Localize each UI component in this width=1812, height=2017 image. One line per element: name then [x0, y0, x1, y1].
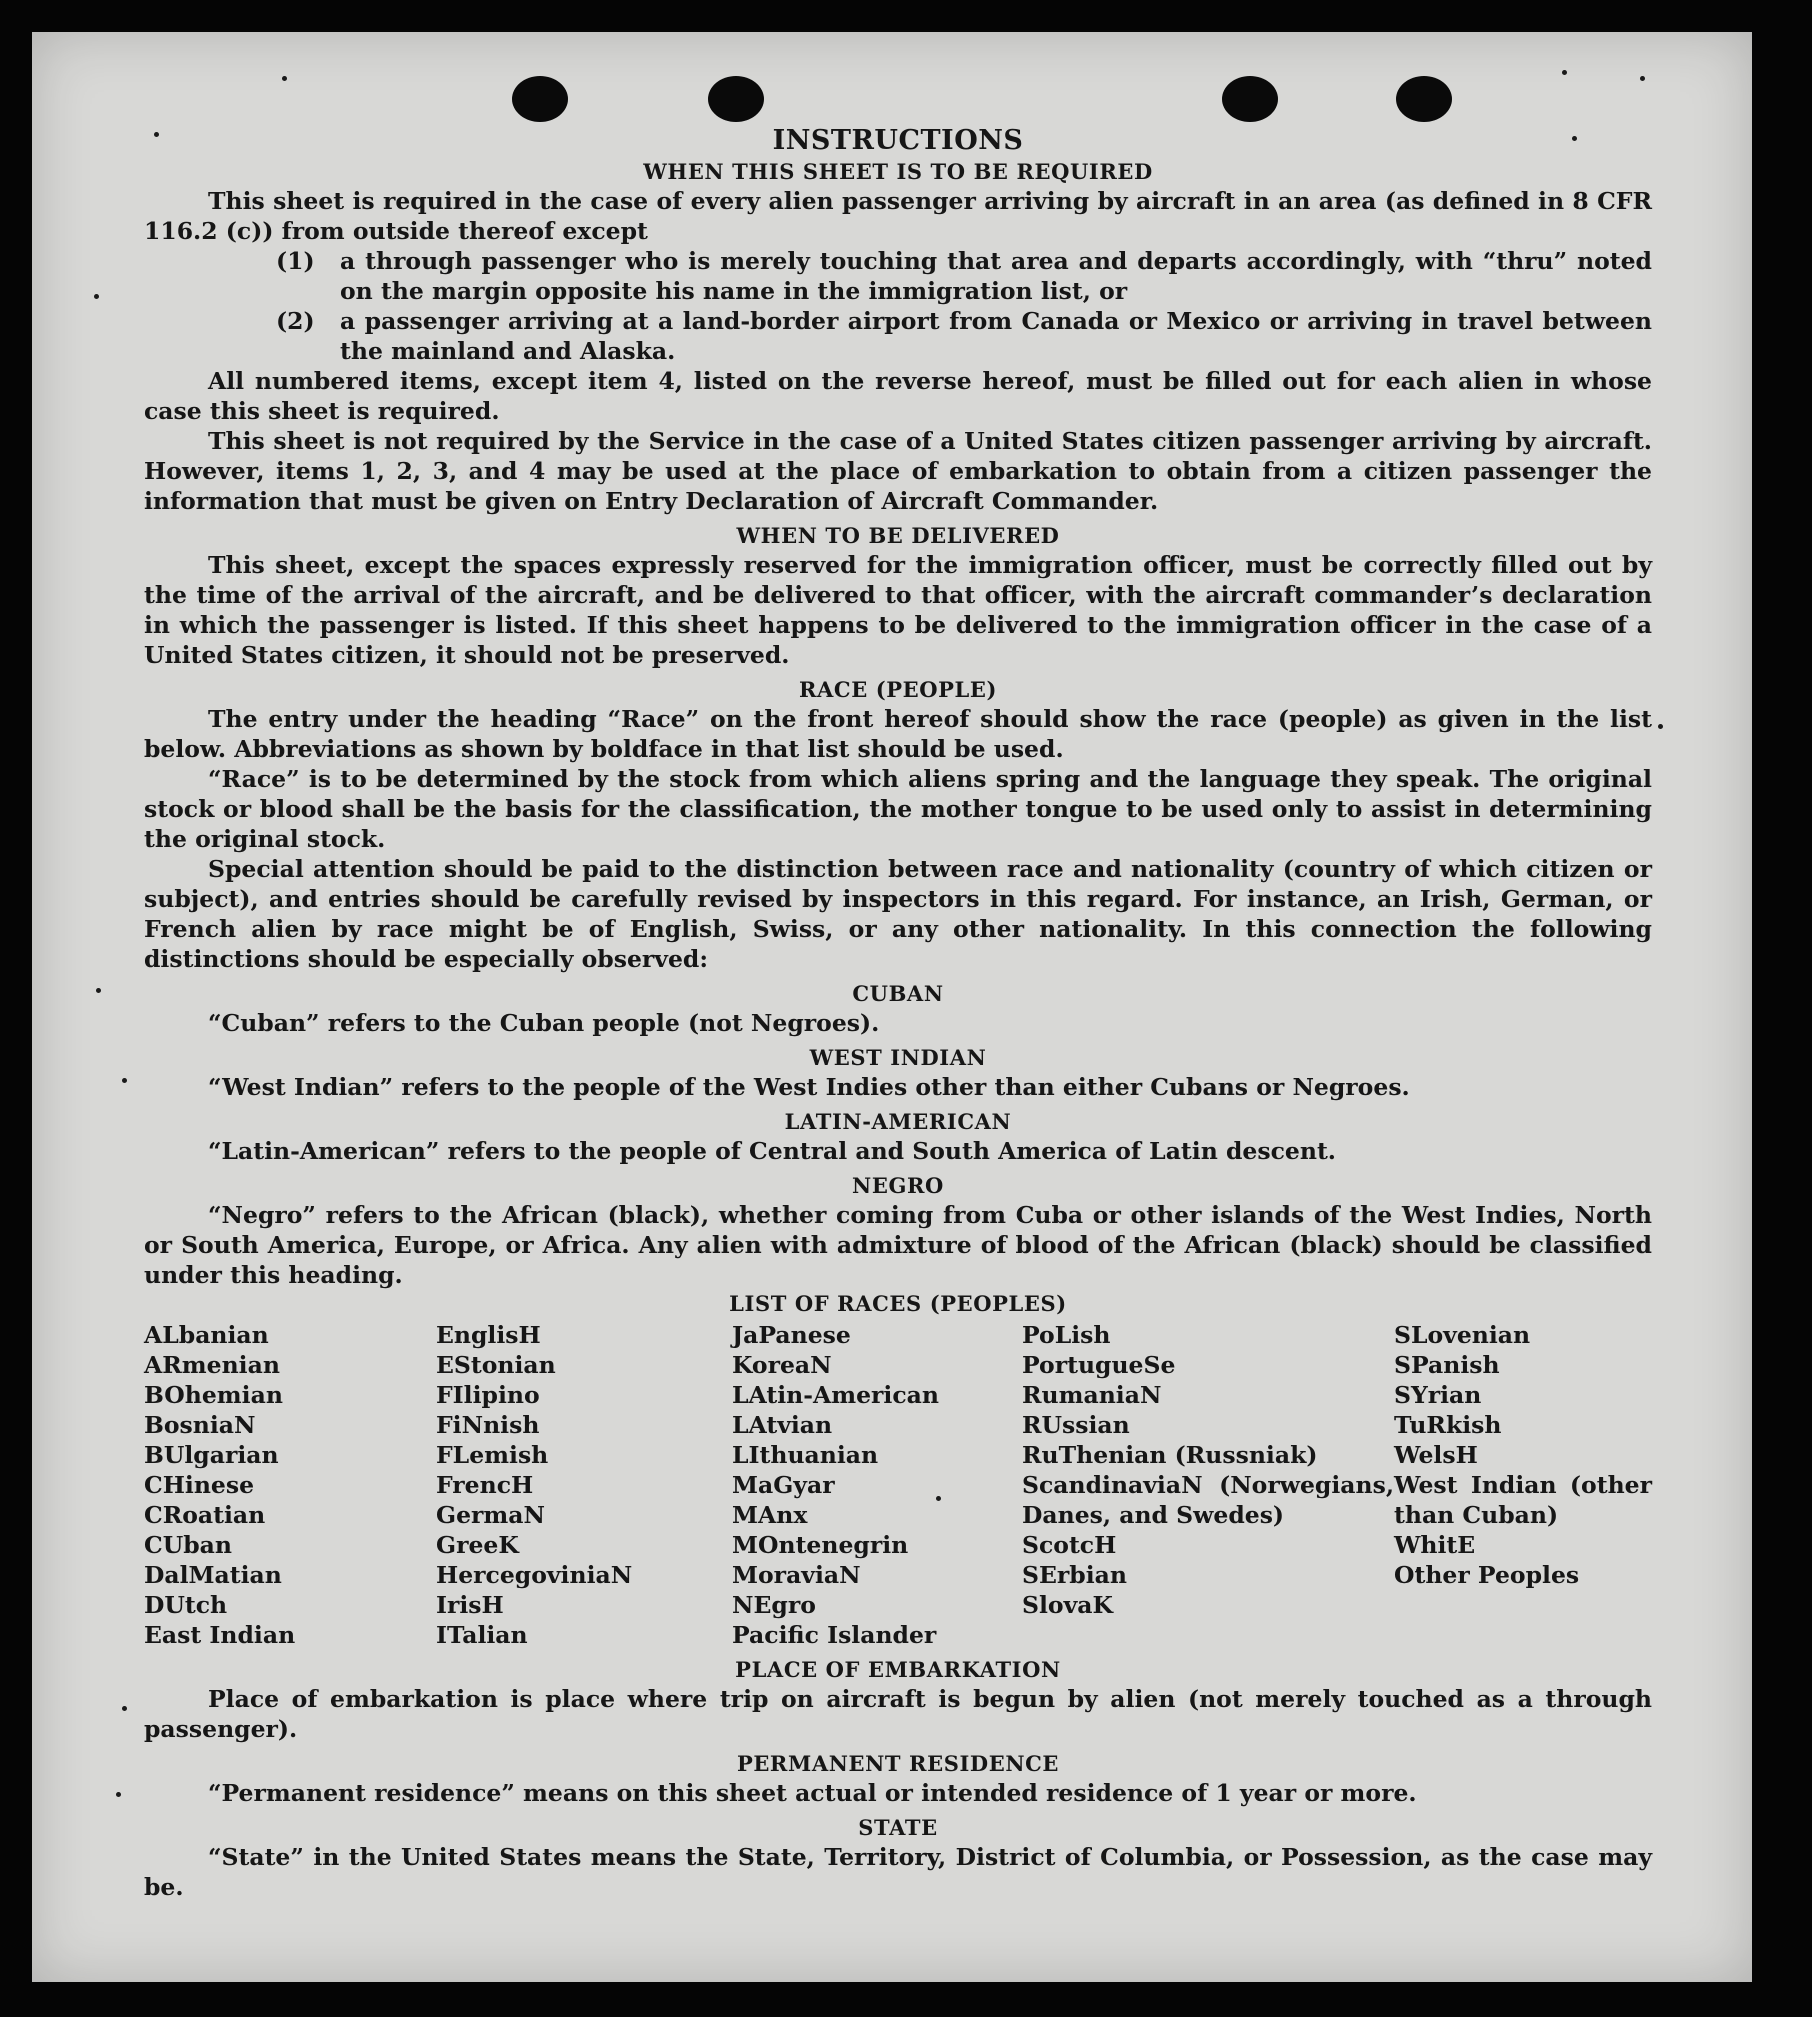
race-entry: East Indian [144, 1621, 296, 1649]
section-heading-cuban: CUBAN [852, 981, 944, 1006]
race-entry: FiNnish [436, 1411, 540, 1439]
race-entry: RuThenian (Russniak) [1022, 1441, 1318, 1469]
paper-speck [1562, 70, 1567, 75]
exception-item [276, 246, 1652, 306]
required-paragraph: This sheet is not required by the Service in the case of a United States citizen passenger arriving by aircraft. However, items 1, 2, 3, and 4 may be used at the place of embarkation to obtain from a citizen passenger the information that must be given on Entry Declaration of Aircraft Commander. [144, 427, 1652, 515]
paper-speck [94, 294, 99, 299]
cuban-definition: “Cuban” refers to the Cuban people (not Negroes). [208, 1009, 880, 1037]
race-entry: BosniaN [144, 1411, 256, 1439]
race-entry: BUlgarian [144, 1441, 279, 1469]
race-entry: HercegoviniaN [436, 1561, 633, 1589]
race-entry: SLovenian [1394, 1321, 1531, 1349]
paper-speck [1658, 724, 1663, 729]
race-entry: Other Peoples [1394, 1561, 1580, 1589]
race-paragraph: The entry under the heading “Race” on the front hereof should show the race (people) as given in the list below. Abbreviations as shown by boldface in that list should be used. [144, 705, 1652, 763]
race-entry: ALbanian [144, 1321, 269, 1349]
paper-speck [1640, 76, 1645, 81]
race-entry: GreeK [436, 1531, 519, 1559]
paper-speck [122, 1706, 127, 1711]
race-entry: FLemish [436, 1441, 549, 1469]
races-list [144, 1320, 1652, 1650]
section-heading-negro: NEGRO [852, 1173, 944, 1198]
race-entry: MOntenegrin [732, 1531, 909, 1559]
west-indian-definition: “West Indian” refers to the people of the West Indies other than either Cubans or Negroes. [208, 1073, 1410, 1101]
section-heading-west-indian: WEST INDIAN [809, 1045, 987, 1070]
race-entry: WelsH [1394, 1441, 1478, 1469]
race-entry: SPanish [1394, 1351, 1500, 1379]
race-entry: Pacific Islander [732, 1621, 937, 1649]
race-entry: JaPanese [732, 1321, 851, 1349]
race-entry: LAtvian [732, 1411, 833, 1439]
races-column [1394, 1320, 1652, 1650]
race-entry: WhitE [1394, 1531, 1476, 1559]
race-entry: DUtch [144, 1591, 228, 1619]
instructions-text [144, 124, 1652, 1902]
punch-hole [512, 76, 568, 122]
punch-hole [708, 76, 764, 122]
race-entry: LAtin-American [732, 1381, 939, 1409]
negro-definition: “Negro” refers to the African (black), whether coming from Cuba or other islands of the West Indies, North or South America, Europe, or Africa. Any alien with admixture of blood of the African (black) should be classified under this heading. [144, 1201, 1652, 1289]
race-entry: MAnx [732, 1501, 808, 1529]
race-entry: SErbian [1022, 1561, 1127, 1589]
race-entry: NEgro [732, 1591, 816, 1619]
race-paragraph: “Race” is to be determined by the stock from which aliens spring and the language they speak. The original stock or blood shall be the basis for the classification, the mother tongue to be used only to assist in determining the original stock. [144, 765, 1652, 853]
race-entry: CUban [144, 1531, 232, 1559]
race-entry: EnglisH [436, 1321, 541, 1349]
latin-american-definition: “Latin-American” refers to the people of Central and South America of Latin descent. [208, 1137, 1336, 1165]
section-heading-residence: PERMANENT RESIDENCE [736, 1751, 1060, 1776]
race-entry: MoraviaN [732, 1561, 861, 1589]
delivered-paragraph: This sheet, except the spaces expressly reserved for the immigration officer, must be correctly filled out by the time of the arrival of the aircraft, and be delivered to that officer, with the aircraft commander’s declaration in which the passenger is listed. If this sheet happens to be delivered to the immigration officer in the case of a United States citizen, it should not be preserved. [144, 551, 1652, 669]
race-paragraph: Special attention should be paid to the distinction between race and nationality (country of which citizen or subject), and entries should be carefully revised by inspectors in this regard. For instance, an Irish, German, or French alien by race might be of English, Swiss, or any other nationality. In this connection the following distinctions should be especially observed: [144, 855, 1652, 973]
race-entry: BOhemian [144, 1381, 283, 1409]
race-entry: PoLish [1022, 1321, 1111, 1349]
exception-number: (1) [276, 247, 315, 275]
race-entry: DalMatian [144, 1561, 282, 1589]
races-column [436, 1320, 732, 1650]
race-entry: KoreaN [732, 1351, 832, 1379]
races-column [732, 1320, 1022, 1650]
exception-item [276, 306, 1652, 366]
race-entry: SYrian [1394, 1381, 1482, 1409]
race-entry: GermaN [436, 1501, 545, 1529]
race-entry: SlovaK [1022, 1591, 1113, 1619]
race-entry: MaGyar [732, 1471, 835, 1499]
paper-speck [116, 1792, 121, 1797]
race-entry: CHinese [144, 1471, 255, 1499]
race-entry: PortugueSe [1022, 1351, 1176, 1379]
race-entry: ITalian [436, 1621, 528, 1649]
races-column [144, 1320, 436, 1650]
document-page [32, 32, 1752, 1982]
race-entry: EStonian [436, 1351, 556, 1379]
residence-definition: “Permanent residence” means on this sheet actual or intended residence of 1 year or more. [208, 1779, 1417, 1807]
punch-hole [1222, 76, 1278, 122]
race-entry: IrisH [436, 1591, 504, 1619]
race-entry: TuRkish [1394, 1411, 1502, 1439]
races-column [1022, 1320, 1394, 1650]
section-heading-races-list: LIST OF RACES (PEOPLES) [729, 1291, 1067, 1316]
race-entry: RUssian [1022, 1411, 1130, 1439]
embarkation-definition: Place of embarkation is place where trip on aircraft is begun by alien (not merely touched as a through passenger). [144, 1685, 1652, 1743]
exception-number: (2) [276, 307, 315, 335]
race-entry: RumaniaN [1022, 1381, 1162, 1409]
race-entry: ScandinaviaN (Norwegians, Danes, and Swedes) [1022, 1471, 1394, 1529]
paper-speck [122, 1078, 127, 1083]
paper-speck [96, 988, 101, 993]
section-heading-race: RACE (PEOPLE) [798, 677, 998, 702]
section-heading-delivered: WHEN TO BE DELIVERED [736, 523, 1060, 548]
exception-text: a through passenger who is merely touching that area and departs accordingly, with “thru” noted on the margin opposite his name in the immigration list, or [340, 247, 1652, 305]
race-entry: ARmenian [144, 1351, 280, 1379]
section-heading-state: STATE [858, 1815, 938, 1840]
race-entry: LIthuanian [732, 1441, 879, 1469]
page-title: INSTRUCTIONS [772, 125, 1024, 156]
race-entry: FIlipino [436, 1381, 540, 1409]
punch-hole [1396, 76, 1452, 122]
section-heading-latin-american: LATIN-AMERICAN [784, 1109, 1012, 1134]
section-heading-embarkation: PLACE OF EMBARKATION [735, 1657, 1061, 1682]
required-paragraph: All numbered items, except item 4, listed on the reverse hereof, must be filled out for each alien in whose case this sheet is required. [144, 367, 1652, 425]
race-entry: FrencH [436, 1471, 534, 1499]
section-heading-required: WHEN THIS SHEET IS TO BE REQUIRED [643, 159, 1153, 184]
race-entry: ScotcH [1022, 1531, 1117, 1559]
paper-speck [282, 76, 287, 81]
race-entry: CRoatian [144, 1501, 266, 1529]
race-entry: West Indian (other than Cuban) [1394, 1471, 1652, 1529]
state-definition: “State” in the United States means the State, Territory, District of Columbia, or Possession, as the case may be. [144, 1843, 1652, 1901]
required-intro: This sheet is required in the case of every alien passenger arriving by aircraft in an area (as defined in 8 CFR 116.2 (c)) from outside thereof except [144, 187, 1652, 245]
exception-text: a passenger arriving at a land-border airport from Canada or Mexico or arriving in travel between the mainland and Alaska. [340, 307, 1652, 365]
